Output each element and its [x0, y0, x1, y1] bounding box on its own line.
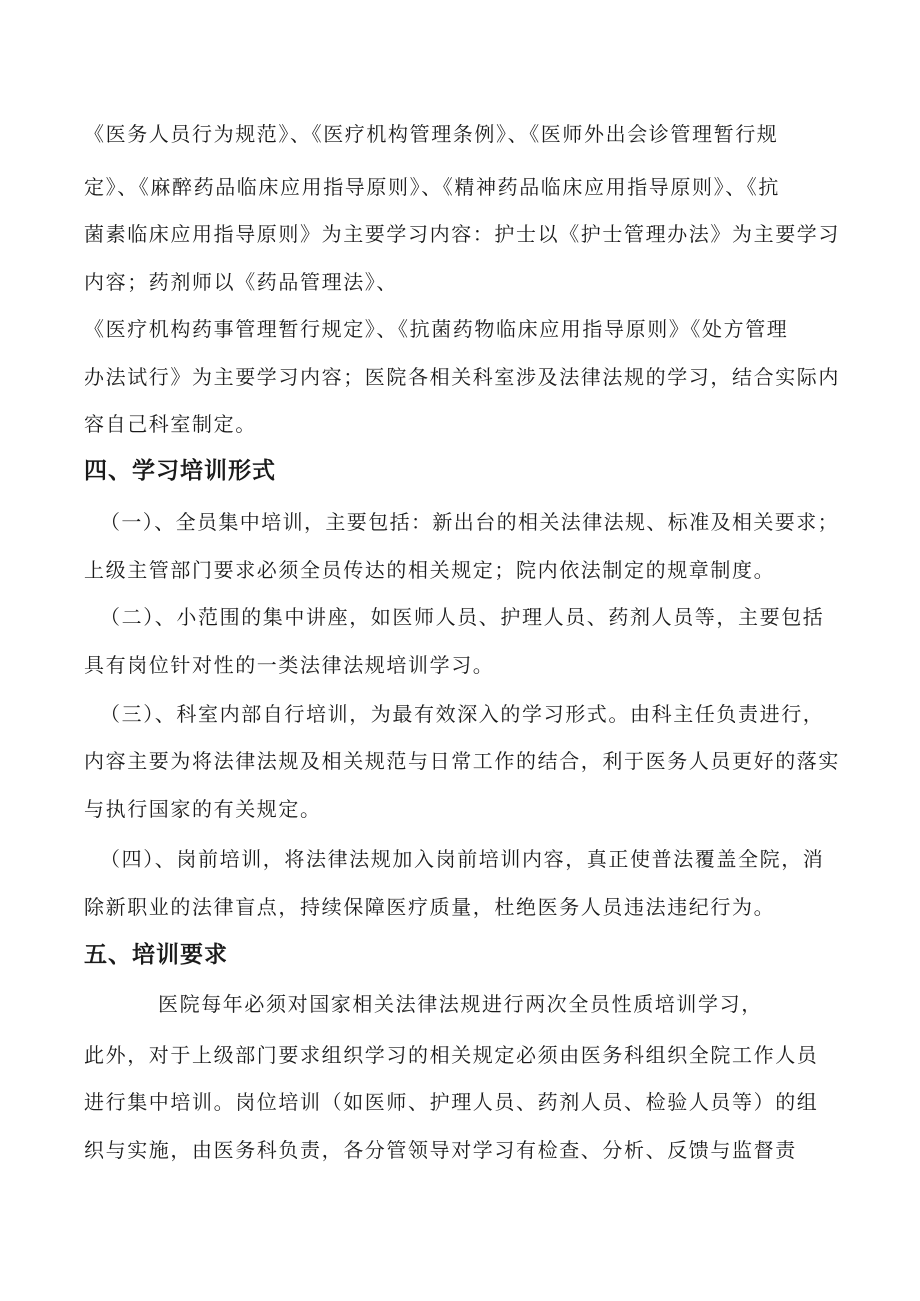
paragraph-line: 此外，对于上级部门要求组织学习的相关规定必须由医务科组织全院工作人员 — [84, 1043, 819, 1067]
paragraph-line: 内容；药剂师以《药品管理法》、 — [84, 270, 398, 294]
paragraph-line: 办法试行》为主要学习内容；医院各相关科室涉及法律法规的学习，结合实际内 — [84, 365, 840, 389]
paragraph-line: （四）、岗前培训，将法律法规加入岗前培训内容，真正使普法覆盖全院，消 — [100, 847, 825, 871]
paragraph-line: 内容主要为将法律法规及相关规范与日常工作的结合，利于医务人员更好的落实 — [84, 749, 840, 773]
paragraph-line: （三）、科室内部自行培训，为最有效深入的学习形式。由科主任负责进行， — [100, 702, 825, 726]
paragraph-line: 与执行国家的有关规定。 — [84, 797, 322, 821]
paragraph-line: （二）、小范围的集中讲座，如医师人员、护理人员、药剂人员等，主要包括 — [100, 605, 825, 629]
paragraph-line: 除新职业的法律盲点，持续保障医疗质量，杜绝医务人员违法违纪行为。 — [84, 895, 776, 919]
paragraph-line: 容自己科室制定。 — [84, 412, 257, 436]
paragraph-line: （一）、全员集中培训，主要包括：新出台的相关法律法规、标准及相关要求； — [100, 510, 839, 534]
paragraph-line: 具有岗位针对性的一类法律法规培训学习。 — [84, 653, 495, 677]
paragraph-line: 菌素临床应用指导原则》为主要学习内容：护士以《护士管理办法》为主要学习 — [84, 222, 840, 246]
paragraph-line: 织与实施，由医务科负责，各分管领导对学习有检查、分析、反馈与监督责 — [84, 1138, 797, 1162]
paragraph-line: 《医务人员行为规范》、《医疗机构管理条例》、《医师外出会诊管理暂行规 — [84, 122, 779, 146]
paragraph-line: 上级主管部门要求必须全员传达的相关规定；院内依法制定的规章制度。 — [84, 558, 776, 582]
paragraph-line: 《医疗机构药事管理暂行规定》、《抗菌药物临床应用指导原则》《处方管理 — [84, 317, 789, 341]
section-heading-4: 四、学习培训形式 — [84, 458, 276, 484]
paragraph-line: 定》、《麻醉药品临床应用指导原则》、《精神药品临床应用指导原则》、《抗 — [84, 175, 780, 199]
section-heading-5: 五、培训要求 — [84, 942, 228, 968]
paragraph-line: 进行集中培训。岗位培训（如医师、护理人员、药剂人员、检验人员等）的组 — [84, 1090, 819, 1114]
paragraph-line: 医院每年必须对国家相关法律法规进行两次全员性质培训学习， — [158, 992, 763, 1016]
